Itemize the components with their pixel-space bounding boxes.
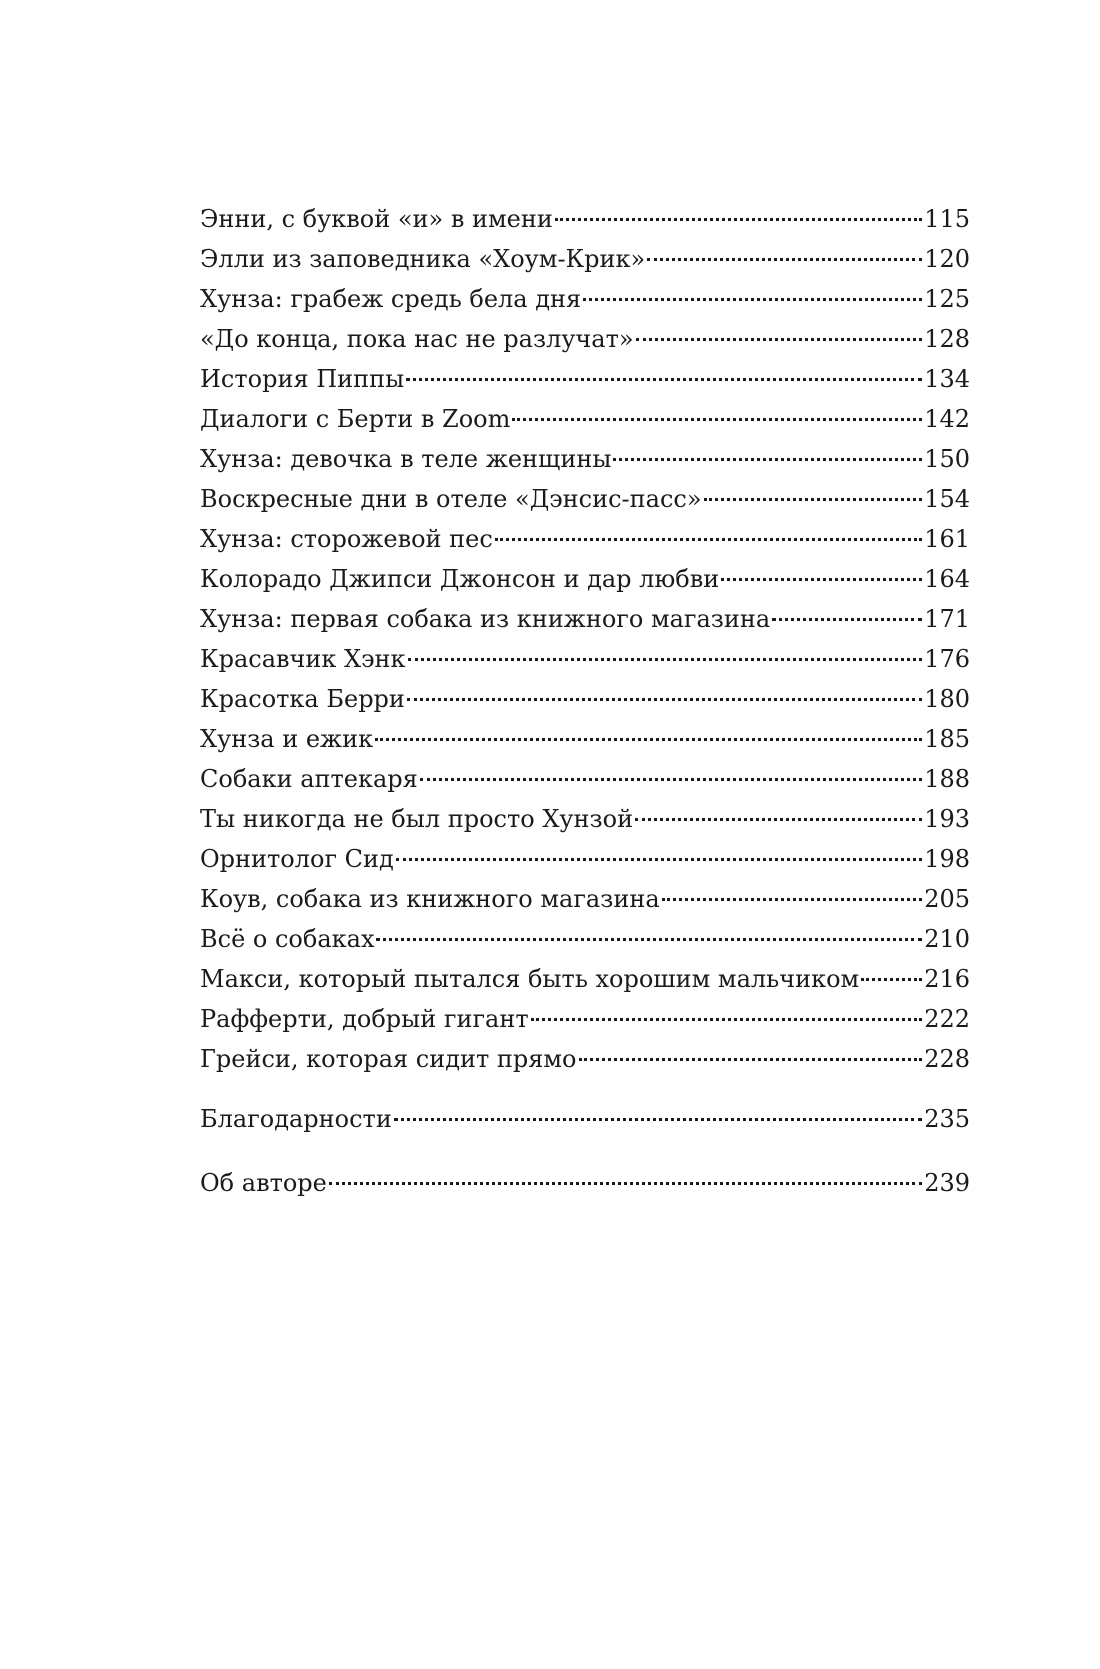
toc-entry-page: 188	[924, 765, 970, 793]
toc-entry-page: 134	[924, 365, 970, 393]
toc-entry	[200, 359, 970, 399]
dot-leader	[721, 578, 922, 581]
toc-entry-page: 120	[924, 245, 970, 273]
dot-leader	[396, 858, 922, 861]
toc-entry-title: Диалоги с Берти в Zoom	[200, 405, 511, 433]
toc-entry	[200, 199, 970, 239]
toc-entry-title: Хунза: девочка в теле женщины	[200, 445, 612, 473]
toc-entry-title: Хунза: сторожевой пес	[200, 525, 493, 553]
dot-leader	[495, 538, 922, 541]
toc-entry-title: Энни, с буквой «и» в имени	[200, 205, 553, 233]
dot-leader	[704, 498, 923, 501]
toc-entry	[200, 479, 970, 519]
toc-entry-page: 193	[924, 805, 970, 833]
toc-entry	[200, 559, 970, 599]
toc-entry-title: Воскресные дни в отеле «Дэнсис-пасс»	[200, 485, 702, 513]
toc-entry-title: Хунза: первая собака из книжного магазина	[200, 605, 771, 633]
toc-entry-page: 171	[924, 605, 970, 633]
dot-leader	[613, 458, 922, 461]
toc-entry-title: История Пиппы	[200, 365, 405, 393]
toc-entry	[200, 679, 970, 719]
toc-entry-page: 154	[924, 485, 970, 513]
toc-entry-page: 216	[924, 965, 970, 993]
dot-leader	[579, 1058, 923, 1061]
dot-leader	[555, 218, 922, 221]
toc-entry-page: 164	[924, 565, 970, 593]
toc-entry-title: Элли из заповедника «Хоум-Крик»	[200, 245, 646, 273]
dot-leader	[407, 698, 922, 701]
toc-entry	[200, 959, 970, 999]
toc-entry-title: Орнитолог Сид	[200, 845, 394, 873]
toc-entry-page: 128	[924, 325, 970, 353]
toc-entry-title: Об авторе	[200, 1169, 327, 1197]
toc-entry-page: 150	[924, 445, 970, 473]
dot-leader	[662, 898, 923, 901]
dot-leader	[861, 978, 922, 981]
toc-entry-title: Красавчик Хэнк	[200, 645, 406, 673]
section-gap	[200, 1139, 970, 1163]
toc-entry-title: Хунза: грабеж средь бела дня	[200, 285, 582, 313]
toc-entry-title: Благодарности	[200, 1105, 392, 1133]
toc-entry-title: Собаки аптекаря	[200, 765, 418, 793]
toc-entry-page: 239	[924, 1169, 970, 1197]
dot-leader	[583, 298, 922, 301]
toc-entry-page: 125	[924, 285, 970, 313]
toc-entry-title: Хунза и ежик	[200, 725, 374, 753]
table-of-contents	[200, 199, 970, 1203]
toc-entry	[200, 839, 970, 879]
toc-entry-title: Всё о собаках	[200, 925, 375, 953]
toc-entry-page: 180	[924, 685, 970, 713]
toc-entry	[200, 719, 970, 759]
toc-entry	[200, 599, 970, 639]
toc-entry-title: Макси, который пытался быть хорошим мальчиком	[200, 965, 860, 993]
toc-entry-page: 161	[924, 525, 970, 553]
toc-entry-page: 235	[924, 1105, 970, 1133]
toc-entry	[200, 999, 970, 1039]
toc-entry	[200, 759, 970, 799]
toc-entry	[200, 399, 970, 439]
toc-entry-title: Грейси, которая сидит прямо	[200, 1045, 577, 1073]
toc-entry	[200, 879, 970, 919]
toc-entry-page: 222	[924, 1005, 970, 1033]
dot-leader	[512, 418, 922, 421]
toc-entry	[200, 919, 970, 959]
toc-entry	[200, 519, 970, 559]
dot-leader	[635, 818, 922, 821]
dot-leader	[531, 1018, 923, 1021]
dot-leader	[329, 1182, 922, 1185]
dot-leader	[420, 778, 922, 781]
toc-entry	[200, 319, 970, 359]
toc-entry	[200, 239, 970, 279]
toc-entry-title: «До конца, пока нас не разлучат»	[200, 325, 634, 353]
toc-entry	[200, 439, 970, 479]
dot-leader	[772, 618, 922, 621]
dot-leader	[376, 938, 922, 941]
dot-leader	[375, 738, 922, 741]
dot-leader	[636, 338, 923, 341]
toc-entry	[200, 1039, 970, 1079]
toc-entry-page: 210	[924, 925, 970, 953]
toc-entry	[200, 799, 970, 839]
toc-entry-title: Ты никогда не был просто Хунзой	[200, 805, 634, 833]
dot-leader	[408, 658, 923, 661]
dot-leader	[647, 258, 922, 261]
section-gap	[200, 1079, 970, 1099]
dot-leader	[406, 378, 922, 381]
toc-entry	[200, 279, 970, 319]
toc-entry-title: Красотка Берри	[200, 685, 405, 713]
toc-entry-page: 185	[924, 725, 970, 753]
toc-entry-acknowledgements	[200, 1099, 970, 1139]
toc-entry-page: 205	[924, 885, 970, 913]
toc-entry-title: Рафферти, добрый гигант	[200, 1005, 529, 1033]
toc-entry-page: 115	[924, 205, 970, 233]
toc-entry-about-author	[200, 1163, 970, 1203]
toc-main-list	[200, 199, 970, 1079]
toc-entry-page: 228	[924, 1045, 970, 1073]
dot-leader	[394, 1118, 922, 1121]
toc-entry-page: 198	[924, 845, 970, 873]
toc-entry-title: Колорадо Джипси Джонсон и дар любви	[200, 565, 720, 593]
toc-entry-page: 142	[924, 405, 970, 433]
toc-entry-title: Коув, собака из книжного магазина	[200, 885, 660, 913]
toc-entry	[200, 639, 970, 679]
toc-entry-page: 176	[924, 645, 970, 673]
